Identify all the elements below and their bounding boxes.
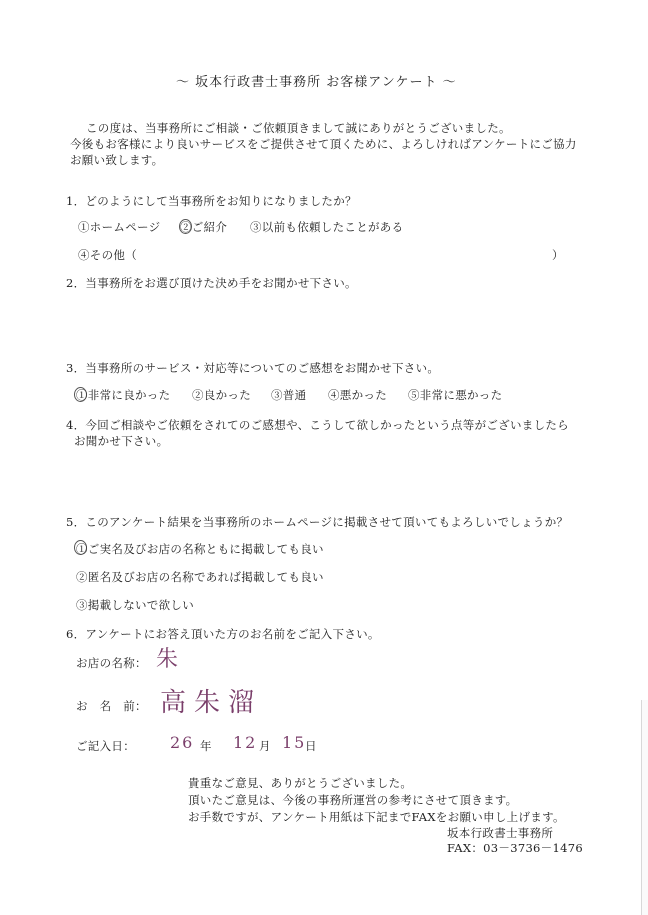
- intro-line-3: お願い致します。: [70, 153, 164, 167]
- fax-number: FAX：03－3736－1476: [447, 841, 583, 855]
- shop-name-handwritten[interactable]: 朱: [156, 647, 181, 672]
- question-2: 2．当事務所をお選び頂けた決め手をお聞かせ下さい。: [66, 276, 357, 290]
- month-handwritten[interactable]: 12: [233, 733, 258, 752]
- q1-option-referral[interactable]: ②ご紹介: [180, 220, 228, 234]
- intro-line-1: この度は、当事務所にご相談・ご依頼頂きまして誠にありがとうございました。: [86, 121, 511, 135]
- closing-line-3: お手数ですが、アンケート用紙は下記までFAXをお願い申し上げます。: [188, 810, 565, 824]
- closing-line-1: 貴重なご意見、ありがとうございました。: [188, 776, 413, 790]
- shop-name-label: お店の名称：: [76, 656, 147, 670]
- q3-option-average[interactable]: ③普通: [271, 388, 307, 402]
- office-name: 坂本行政書士事務所: [447, 826, 554, 840]
- scan-edge: [641, 700, 648, 915]
- closing-line-2: 頂いたご意見は、今後の事務所運営の参考にさせて頂きます。: [188, 793, 518, 807]
- page-title: 〜 坂本行政書士事務所 お客様アンケート 〜: [176, 75, 457, 90]
- date-label: ご記入日：: [76, 739, 135, 753]
- intro-line-2: 今後もお客様により良いサービスをご提供させて頂くために、よろしければアンケートにご協力: [70, 137, 577, 151]
- month-unit: 月: [259, 739, 271, 753]
- year-unit: 年: [200, 739, 212, 753]
- name-handwritten[interactable]: 高朱溜: [160, 688, 263, 718]
- question-6: 6．アンケートにお答え頂いた方のお名前をご記入下さい。: [66, 627, 380, 641]
- question-5: 5．このアンケート結果を当事務所のホームページに掲載させて頂いてもよろしいでしょうか？: [66, 515, 569, 529]
- q5-option-anonymous[interactable]: ②匿名及びお店の名称であれば掲載しても良い: [76, 570, 324, 584]
- q1-other-close-paren: ）: [552, 248, 564, 262]
- q3-option-very-bad[interactable]: ⑤非常に悪かった: [408, 388, 503, 402]
- question-3: 3．当事務所のサービス・対応等についてのご感想をお聞かせ下さい。: [66, 361, 440, 375]
- name-label: お 名 前：: [76, 699, 147, 713]
- q1-option-homepage[interactable]: ①ホームページ: [78, 220, 161, 234]
- q1-option-other[interactable]: ④その他（: [78, 248, 137, 262]
- day-handwritten[interactable]: 15: [282, 733, 307, 752]
- question-4-line-1: 4．今回ご相談やご依頼をされてのご感想や、こうして欲しかったという点等がございましたら: [66, 418, 569, 432]
- q3-option-very-good[interactable]: ①非常に良かった: [76, 388, 171, 402]
- question-1: 1．どのようにして当事務所をお知りになりましたか？: [66, 194, 357, 208]
- selection-mark-icon: [179, 219, 192, 234]
- q3-option-good[interactable]: ②良かった: [192, 388, 251, 402]
- q1-option-previous[interactable]: ③以前も依頼したことがある: [250, 220, 404, 234]
- day-unit: 日: [305, 739, 317, 753]
- q3-option-bad[interactable]: ④悪かった: [328, 388, 387, 402]
- question-4-line-2: お聞かせ下さい。: [74, 434, 169, 448]
- q5-option-no-publish[interactable]: ③掲載しないで欲しい: [76, 598, 194, 612]
- year-handwritten[interactable]: 26: [170, 733, 195, 752]
- q5-option-real-name[interactable]: ①ご実名及びお店の名称ともに掲載しても良い: [76, 542, 324, 556]
